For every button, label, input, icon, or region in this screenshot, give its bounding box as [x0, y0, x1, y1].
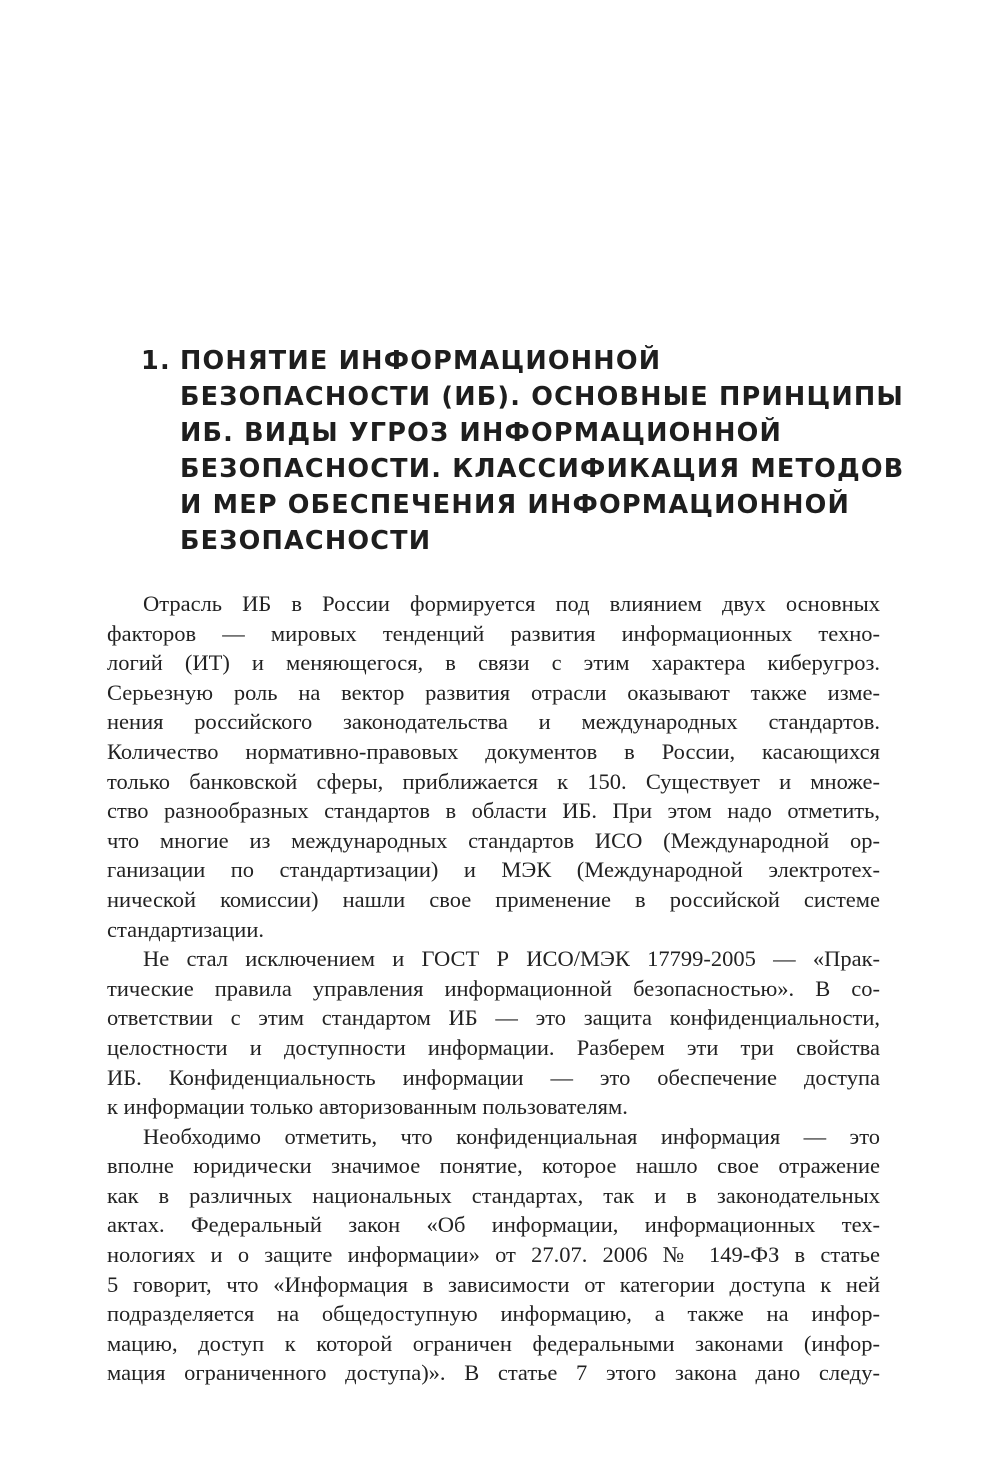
section-title-line: БЕЗОПАСНОСТИ	[180, 526, 432, 556]
text-line: только банковской сферы, приближается к 150. Существует и множе-	[107, 768, 880, 794]
text-line: как в различных национальных стандартах, так и в законодательных	[107, 1182, 880, 1208]
section-title-line: БЕЗОПАСНОСТИ. КЛАССИФИКАЦИЯ МЕТОДОВ	[180, 454, 905, 484]
text-line: подразделяется на общедоступную информацию, а также на инфор-	[107, 1301, 880, 1327]
body-text	[107, 589, 880, 1388]
text-line: Серьезную роль на вектор развития отрасли оказывают также изме-	[107, 679, 880, 705]
text-line: Количество нормативно-правовых документов в России, касающихся	[107, 738, 880, 764]
text-line: что многие из международных стандартов ИСО (Международной ор-	[107, 827, 880, 853]
text-line: ганизации по стандартизации) и МЭК (Международной электротех-	[107, 857, 880, 883]
text-line: тические правила управления информационной безопасностью». В со-	[107, 975, 880, 1001]
section-number: 1.	[141, 346, 171, 376]
text-line: факторов — мировых тенденций развития информационных техно-	[107, 620, 880, 646]
paragraph	[107, 944, 880, 1122]
text-line: нологиях и о защите информации» от 27.07. 2006 № 149-ФЗ в статье	[107, 1242, 880, 1268]
text-line: вполне юридически значимое понятие, которое нашло свое отражение	[107, 1153, 880, 1179]
text-line: актах. Федеральный закон «Об информации, информационных тех-	[107, 1212, 880, 1238]
paragraph	[107, 589, 880, 944]
text-line: 5 говорит, что «Информация в зависимости от категории доступа к ней	[107, 1271, 880, 1297]
paragraph	[107, 1122, 880, 1388]
text-line: мация ограниченного доступа)». В статье 7 этого закона дано следу-	[107, 1360, 880, 1386]
text-line: целостности и доступности информации. Разберем эти три свойства	[107, 1034, 880, 1060]
section-heading	[141, 343, 905, 559]
text-line: мацию, доступ к которой ограничен федеральными законами (инфор-	[107, 1330, 880, 1356]
text-line: стандартизации.	[107, 916, 265, 942]
text-line: ИБ. Конфиденциальность информации — это обеспечение доступа	[107, 1064, 880, 1090]
text-line: ство разнообразных стандартов в области ИБ. При этом надо отметить,	[107, 798, 880, 824]
text-line: ответствии с этим стандартом ИБ — это защита конфиденциальности,	[107, 1005, 880, 1031]
text-line: Отрасль ИБ в России формируется под влиянием двух основных	[143, 591, 880, 616]
text-line: нения российского законодательства и международных стандартов.	[107, 709, 880, 735]
text-line: к информации только авторизованным пользователям.	[107, 1094, 628, 1120]
text-line: логий (ИТ) и меняющегося, в связи с этим характера киберугроз.	[107, 650, 880, 676]
section-title-line: ИБ. ВИДЫ УГРОЗ ИНФОРМАЦИОННОЙ	[180, 418, 783, 448]
section-title-line: БЕЗОПАСНОСТИ (ИБ). ОСНОВНЫЕ ПРИНЦИПЫ	[180, 382, 905, 412]
text-line: Не стал исключением и ГОСТ Р ИСО/МЭК 17799-2005 — «Прак-	[143, 946, 880, 972]
text-line: Необходимо отметить, что конфиденциальная информация — это	[143, 1123, 880, 1149]
section-title-line: ПОНЯТИЕ ИНФОРМАЦИОННОЙ	[180, 346, 662, 376]
section-title-line: И МЕР ОБЕСПЕЧЕНИЯ ИНФОРМАЦИОННОЙ	[180, 490, 851, 520]
text-line: нической комиссии) нашли свое применение в российской системе	[107, 886, 880, 912]
